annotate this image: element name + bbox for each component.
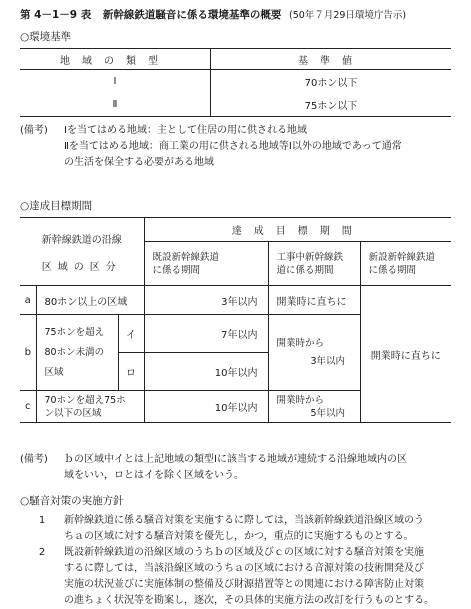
item-line: の進ちょく状況等を勘案し，逐次，その具体的実施方法の改訂を行うものとする。 xyxy=(64,595,434,606)
item-line: 新幹線鉄道に係る騒音対策を実施するに際しては，当該新幹線鉄道沿線区域のう xyxy=(64,515,424,526)
env-standard-heading: ○環境基準 xyxy=(20,31,72,43)
new-line-cell: 開業時に直ちに xyxy=(360,286,451,423)
sub-label-i: イ xyxy=(118,315,144,353)
row-label-b: b xyxy=(20,315,36,391)
env-standard-notes xyxy=(20,123,402,171)
table-number: 第 4－1－9 表 xyxy=(20,9,92,21)
area-cell: 80ホン以上の区域 xyxy=(36,286,144,315)
note-line: Ⅱを当てはめる地域：商工業の用に供される地域等Ⅰ以外の地域であって通常 xyxy=(64,141,402,152)
column-area-type: 地域の類型 xyxy=(20,49,211,70)
item-number: 1 xyxy=(38,515,46,526)
construction-cell: 開業時から 3年以内 xyxy=(268,315,360,391)
row-label-a: a xyxy=(20,286,36,315)
list-item xyxy=(20,513,434,529)
column-under-construction: 工事中新幹線鉄 道に係る期間 xyxy=(268,242,360,286)
existing-cell: 10年以内 xyxy=(144,391,268,423)
item-number: 2 xyxy=(38,547,46,558)
policy-heading: ○騒音対策の実施方針 xyxy=(20,495,124,507)
notes-label: (備考) xyxy=(20,454,48,465)
area-type-cell: Ⅱ xyxy=(20,93,211,117)
table-row xyxy=(20,93,451,117)
column-area-line: 区域の区分 xyxy=(41,261,122,273)
note-line: ｂの区域中イとは上記地域の類型Ⅰに該当する地域が連続する沿線地域内の区 xyxy=(64,454,407,465)
item-line: するに際しては，当該沿線区域のうちａの区域における音源対策の技術開発及び xyxy=(64,563,424,574)
env-standard-table xyxy=(20,48,451,117)
note-line: の生活を保全する必要がある地域 xyxy=(64,157,214,168)
target-period-heading: ○達成目標期間 xyxy=(20,200,93,212)
note-line: 域をいい，ロとはイを除く区域をいう。 xyxy=(64,470,244,481)
item-line: ちａの区域に対する騒音対策を優先し，かつ，重点的に実施するものとする。 xyxy=(64,531,414,542)
column-existing: 既設新幹線鉄道 に係る期間 xyxy=(144,242,268,286)
construction-cell: 開業時から 5年以内 xyxy=(268,391,360,423)
target-period-table xyxy=(20,217,451,423)
row-label-c: c xyxy=(20,391,36,423)
area-cell: 75ホンを超え 80ホン未満の 区域 xyxy=(36,315,118,391)
standard-value-cell: 75ホン以下 xyxy=(211,93,452,117)
item-line: 既設新幹線鉄道の沿線区域のうちｂの区域及びｃの区域に対する騒音対策を実施 xyxy=(64,547,424,558)
table-row xyxy=(20,70,451,94)
existing-cell: 7年以内 xyxy=(144,315,268,353)
target-period-notes xyxy=(20,452,407,484)
table-title xyxy=(20,7,406,22)
column-target-period: 達成目標期間 xyxy=(144,218,451,242)
area-type-cell: Ⅰ xyxy=(20,70,211,94)
column-new: 新設新幹線鉄道 に係る期間 xyxy=(360,242,451,286)
notes-label: (備考) xyxy=(20,125,48,136)
note-line: Ⅰを当てはめる地域：主として住居の用に供される地域 xyxy=(64,125,307,136)
list-item xyxy=(20,545,434,561)
existing-cell: 3年以内 xyxy=(144,286,268,315)
area-cell: 70ホンを超え75ホ ン以下の区域 xyxy=(36,391,144,423)
table-source: (50年７月29日環境庁告示) xyxy=(289,10,407,21)
table-title-text: 新幹線鉄道騒音に係る環境基準の概要 xyxy=(102,9,282,21)
policy-list xyxy=(20,513,434,609)
existing-cell: 10年以内 xyxy=(144,353,268,391)
standard-value-cell: 70ホン以下 xyxy=(304,78,358,89)
item-line: 実施の状況並びに実施体制の整備及び財源措置等との関連における障害防止対策 xyxy=(64,579,424,590)
construction-cell: 開業時に直ちに xyxy=(268,286,360,315)
column-standard-value: 基準値 xyxy=(211,49,452,70)
column-area-division xyxy=(20,218,144,286)
sub-label-ro: ロ xyxy=(118,353,144,391)
table-row xyxy=(20,286,451,315)
column-area-line: 新幹線鉄道の沿線 xyxy=(41,234,122,246)
